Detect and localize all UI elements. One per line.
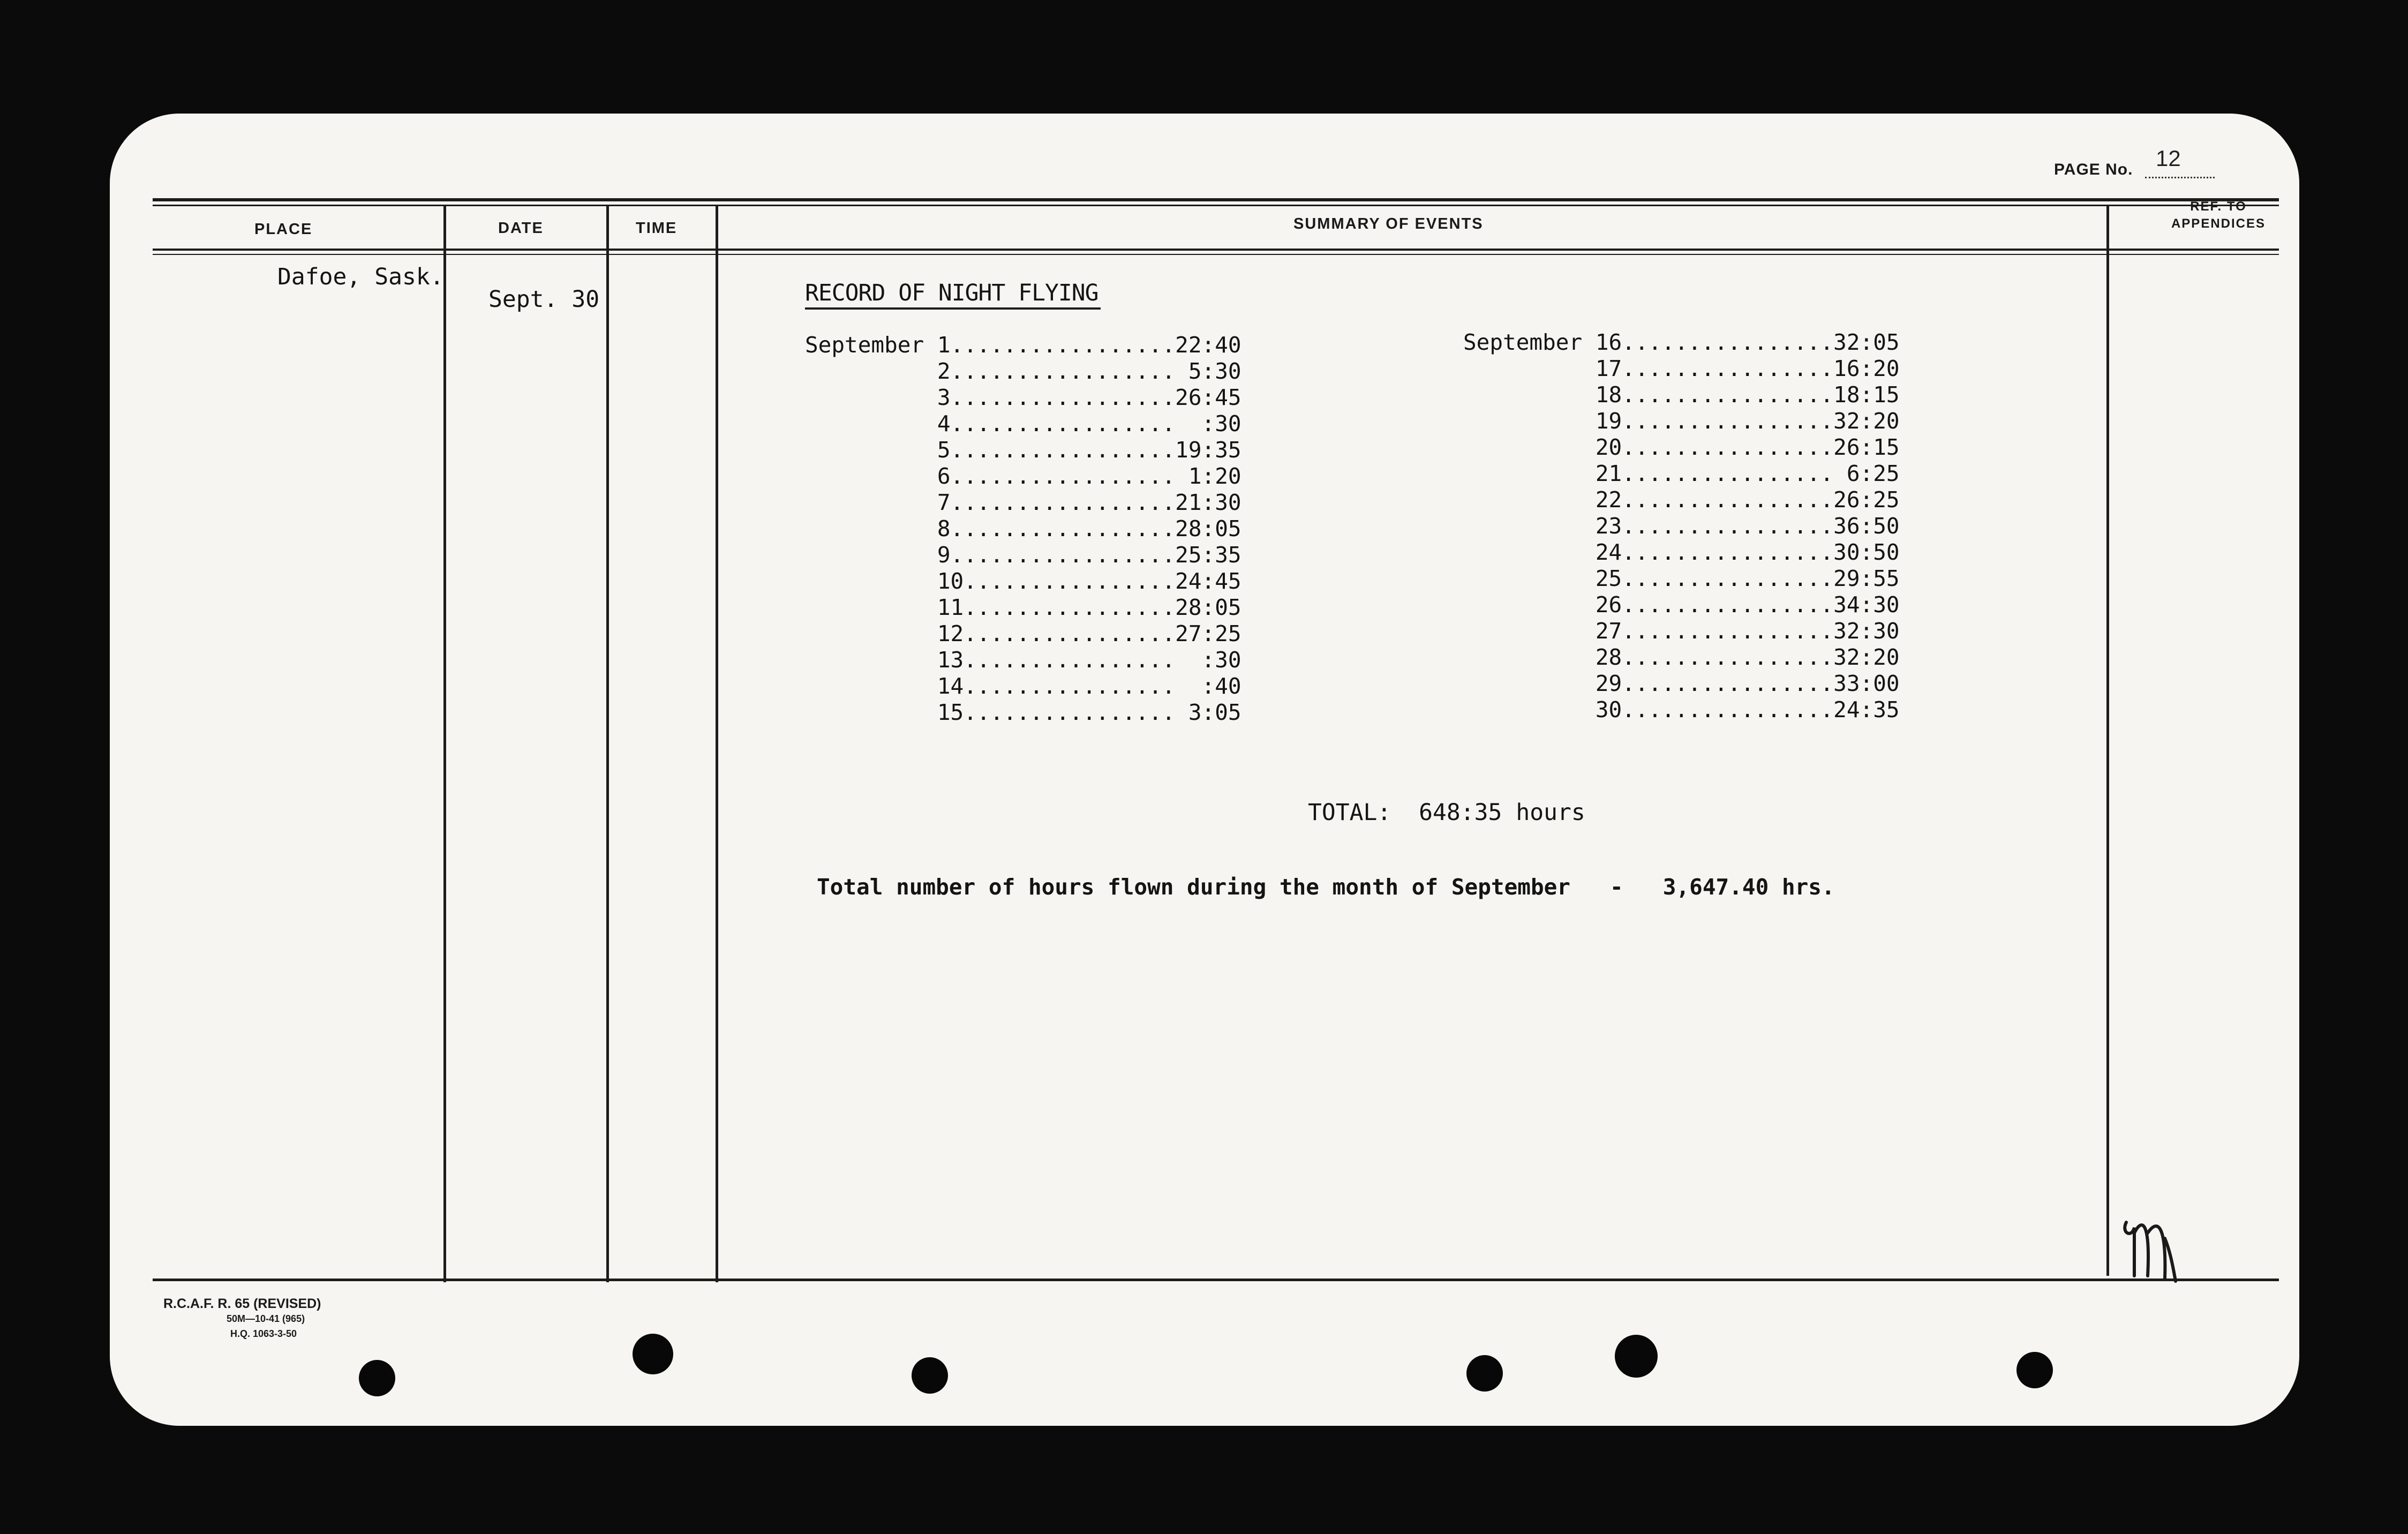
list-item: 11................28:05 xyxy=(805,595,1241,620)
list-item: 22................26:25 xyxy=(1463,487,1900,513)
header-ref-line1: REF. TO xyxy=(2190,199,2247,214)
list-item: 5.................19:35 xyxy=(805,437,1241,463)
header-time: TIME xyxy=(636,220,678,237)
page-no-value: 12 xyxy=(2156,146,2181,171)
list-item: 6................. 1:20 xyxy=(805,463,1241,489)
record-title: RECORD OF NIGHT FLYING xyxy=(805,280,1098,306)
list-item: 20................26:15 xyxy=(1463,434,1900,460)
night-flying-total: TOTAL: 648:35 hours xyxy=(1308,799,1585,826)
list-item: 27................32:30 xyxy=(1463,618,1900,644)
header-date: DATE xyxy=(498,220,544,237)
top-rule-inner xyxy=(153,205,2279,206)
record-title-underline xyxy=(805,307,1101,310)
entry-date: Sept. 30 xyxy=(488,286,600,313)
binder-hole xyxy=(2016,1352,2053,1388)
list-item: 7.................21:30 xyxy=(805,490,1241,515)
col-line-time-summary xyxy=(716,205,718,1282)
header-rule-2 xyxy=(153,254,2279,255)
list-item: 4................. :30 xyxy=(805,411,1241,437)
list-item: 25................29:55 xyxy=(1463,566,1900,591)
list-item: 18................18:15 xyxy=(1463,382,1900,408)
list-item: 24................30:50 xyxy=(1463,539,1900,565)
binder-hole xyxy=(633,1334,673,1374)
binder-hole xyxy=(1466,1355,1503,1392)
list-item: 30................24:35 xyxy=(1463,697,1900,723)
page-no-label: PAGE No. xyxy=(2054,161,2133,178)
top-rule-outer xyxy=(153,198,2279,201)
header-rule xyxy=(153,249,2279,251)
col-line-date-time xyxy=(606,205,609,1282)
binder-hole xyxy=(1615,1335,1658,1378)
list-item: 26................34:30 xyxy=(1463,592,1900,618)
form-id: R.C.A.F. R. 65 (REVISED) xyxy=(163,1296,321,1311)
list-item: 15................ 3:05 xyxy=(805,700,1241,725)
list-item: September 1.................22:40 xyxy=(805,332,1241,358)
list-item: 13................ :30 xyxy=(805,647,1241,673)
list-item: 10................24:45 xyxy=(805,568,1241,594)
form-hq-line: H.Q. 1063-3-50 xyxy=(230,1328,297,1339)
list-item: 14................ :40 xyxy=(805,673,1241,699)
list-item: 21................ 6:25 xyxy=(1463,461,1900,486)
list-item: 17................16:20 xyxy=(1463,356,1900,381)
page-no-leader xyxy=(2145,177,2215,178)
initials-signature xyxy=(2116,1201,2185,1287)
list-item: September 16................32:05 xyxy=(1463,329,1900,355)
bottom-rule xyxy=(153,1279,2279,1281)
list-item: 29................33:00 xyxy=(1463,671,1900,696)
form-card xyxy=(110,114,2299,1426)
form-print-line: 50M—10-41 (965) xyxy=(227,1313,305,1324)
list-item: 2................. 5:30 xyxy=(805,358,1241,384)
col-line-summary-ref xyxy=(2106,205,2109,1276)
list-item: 9.................25:35 xyxy=(805,542,1241,568)
left-night-flying-list xyxy=(805,332,1241,726)
binder-hole xyxy=(912,1357,948,1394)
entry-place: Dafoe, Sask. xyxy=(277,264,444,290)
month-hours-total: Total number of hours flown during the month of September - 3,647.40 hrs. xyxy=(817,874,1835,900)
list-item: 3.................26:45 xyxy=(805,385,1241,410)
list-item: 19................32:20 xyxy=(1463,408,1900,434)
header-summary: SUMMARY OF EVENTS xyxy=(1293,215,1484,232)
list-item: 23................36:50 xyxy=(1463,513,1900,539)
col-line-place-date xyxy=(443,205,446,1282)
list-item: 8.................28:05 xyxy=(805,516,1241,542)
header-ref-line2: APPENDICES xyxy=(2171,216,2266,231)
right-night-flying-list xyxy=(1463,329,1900,723)
list-item: 12................27:25 xyxy=(805,621,1241,646)
header-place: PLACE xyxy=(254,221,313,238)
list-item: 28................32:20 xyxy=(1463,644,1900,670)
binder-hole xyxy=(359,1360,395,1396)
